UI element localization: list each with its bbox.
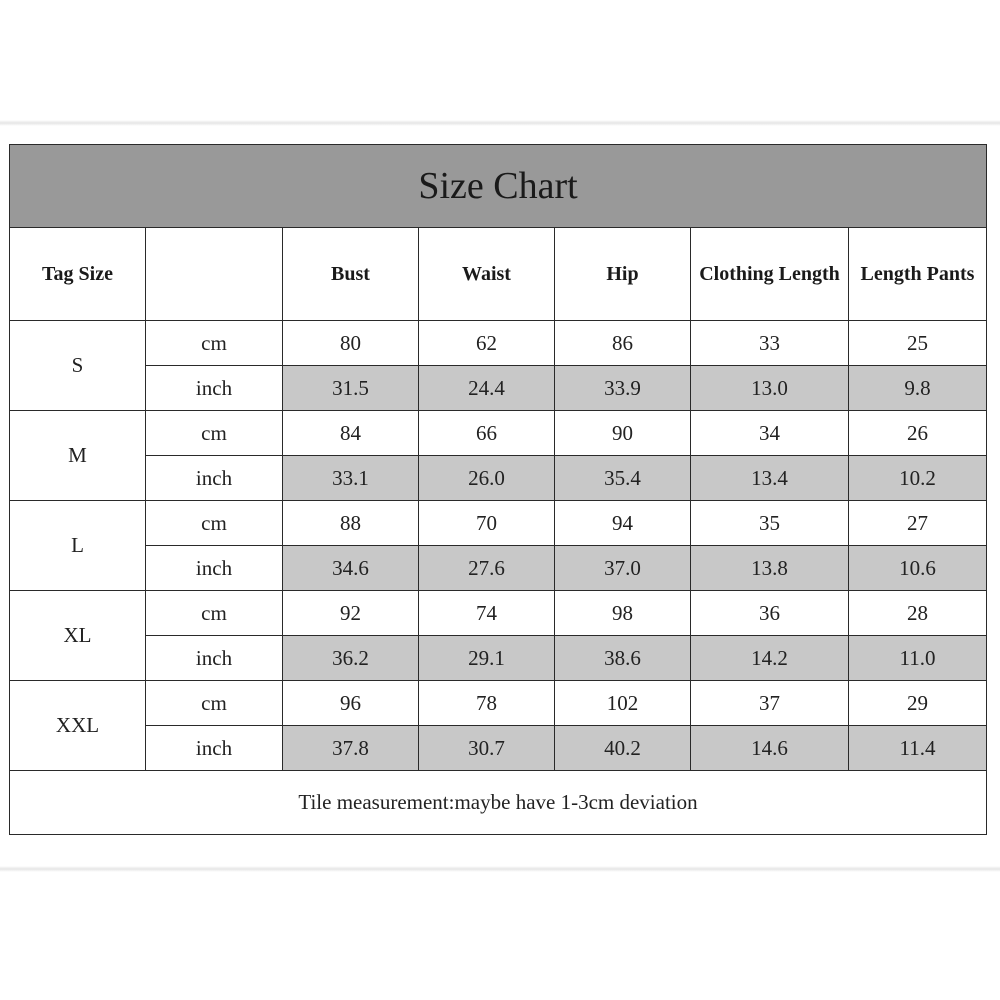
size-label: L bbox=[10, 501, 146, 591]
unit-label: cm bbox=[146, 681, 283, 726]
header-clothing-length: Clothing Length bbox=[691, 228, 849, 321]
cell-bust: 88 bbox=[283, 501, 419, 546]
cell-bust: 36.2 bbox=[283, 636, 419, 681]
cell-bust: 33.1 bbox=[283, 456, 419, 501]
cell-clothing-length: 36 bbox=[691, 591, 849, 636]
cell-hip: 98 bbox=[555, 591, 691, 636]
cell-waist: 24.4 bbox=[419, 366, 555, 411]
bottom-shadow-band bbox=[0, 866, 1000, 872]
cell-bust: 34.6 bbox=[283, 546, 419, 591]
table-row bbox=[10, 726, 987, 771]
header-waist: Waist bbox=[419, 228, 555, 321]
cell-length-pants: 29 bbox=[849, 681, 987, 726]
cell-length-pants: 28 bbox=[849, 591, 987, 636]
cell-length-pants: 10.2 bbox=[849, 456, 987, 501]
unit-label: inch bbox=[146, 366, 283, 411]
table-row bbox=[10, 681, 987, 726]
cell-clothing-length: 13.8 bbox=[691, 546, 849, 591]
cell-hip: 38.6 bbox=[555, 636, 691, 681]
cell-hip: 35.4 bbox=[555, 456, 691, 501]
unit-label: cm bbox=[146, 321, 283, 366]
table-row bbox=[10, 636, 987, 681]
measurement-note: Tile measurement:maybe have 1-3cm deviation bbox=[10, 771, 987, 835]
cell-clothing-length: 33 bbox=[691, 321, 849, 366]
cell-length-pants: 11.0 bbox=[849, 636, 987, 681]
cell-hip: 40.2 bbox=[555, 726, 691, 771]
cell-waist: 29.1 bbox=[419, 636, 555, 681]
cell-bust: 92 bbox=[283, 591, 419, 636]
cell-hip: 33.9 bbox=[555, 366, 691, 411]
cell-clothing-length: 37 bbox=[691, 681, 849, 726]
cell-waist: 78 bbox=[419, 681, 555, 726]
cell-hip: 86 bbox=[555, 321, 691, 366]
unit-label: cm bbox=[146, 501, 283, 546]
table-row bbox=[10, 591, 987, 636]
header-row bbox=[10, 228, 987, 321]
unit-label: inch bbox=[146, 546, 283, 591]
cell-waist: 66 bbox=[419, 411, 555, 456]
cell-length-pants: 10.6 bbox=[849, 546, 987, 591]
cell-hip: 102 bbox=[555, 681, 691, 726]
size-chart-table bbox=[9, 144, 987, 835]
header-length-pants: Length Pants bbox=[849, 228, 987, 321]
header-bust: Bust bbox=[283, 228, 419, 321]
cell-clothing-length: 35 bbox=[691, 501, 849, 546]
cell-hip: 94 bbox=[555, 501, 691, 546]
cell-hip: 37.0 bbox=[555, 546, 691, 591]
size-label: S bbox=[10, 321, 146, 411]
cell-waist: 26.0 bbox=[419, 456, 555, 501]
header-unit bbox=[146, 228, 283, 321]
table-row bbox=[10, 411, 987, 456]
cell-length-pants: 27 bbox=[849, 501, 987, 546]
top-shadow-band bbox=[0, 120, 1000, 126]
table-row bbox=[10, 366, 987, 411]
cell-clothing-length: 14.2 bbox=[691, 636, 849, 681]
cell-hip: 90 bbox=[555, 411, 691, 456]
cell-waist: 62 bbox=[419, 321, 555, 366]
table-row bbox=[10, 546, 987, 591]
size-label: XL bbox=[10, 591, 146, 681]
unit-label: cm bbox=[146, 411, 283, 456]
unit-label: inch bbox=[146, 726, 283, 771]
header-hip: Hip bbox=[555, 228, 691, 321]
size-label: XXL bbox=[10, 681, 146, 771]
cell-bust: 31.5 bbox=[283, 366, 419, 411]
table-row bbox=[10, 321, 987, 366]
cell-waist: 30.7 bbox=[419, 726, 555, 771]
unit-label: cm bbox=[146, 591, 283, 636]
unit-label: inch bbox=[146, 456, 283, 501]
cell-clothing-length: 34 bbox=[691, 411, 849, 456]
cell-waist: 74 bbox=[419, 591, 555, 636]
table-row bbox=[10, 501, 987, 546]
cell-clothing-length: 13.4 bbox=[691, 456, 849, 501]
cell-waist: 27.6 bbox=[419, 546, 555, 591]
cell-length-pants: 26 bbox=[849, 411, 987, 456]
cell-waist: 70 bbox=[419, 501, 555, 546]
unit-label: inch bbox=[146, 636, 283, 681]
size-label: M bbox=[10, 411, 146, 501]
cell-bust: 80 bbox=[283, 321, 419, 366]
cell-bust: 37.8 bbox=[283, 726, 419, 771]
cell-bust: 96 bbox=[283, 681, 419, 726]
cell-length-pants: 11.4 bbox=[849, 726, 987, 771]
cell-clothing-length: 14.6 bbox=[691, 726, 849, 771]
cell-length-pants: 25 bbox=[849, 321, 987, 366]
chart-title: Size Chart bbox=[10, 145, 987, 228]
header-tag-size: Tag Size bbox=[10, 228, 146, 321]
cell-bust: 84 bbox=[283, 411, 419, 456]
table-row bbox=[10, 456, 987, 501]
cell-length-pants: 9.8 bbox=[849, 366, 987, 411]
cell-clothing-length: 13.0 bbox=[691, 366, 849, 411]
